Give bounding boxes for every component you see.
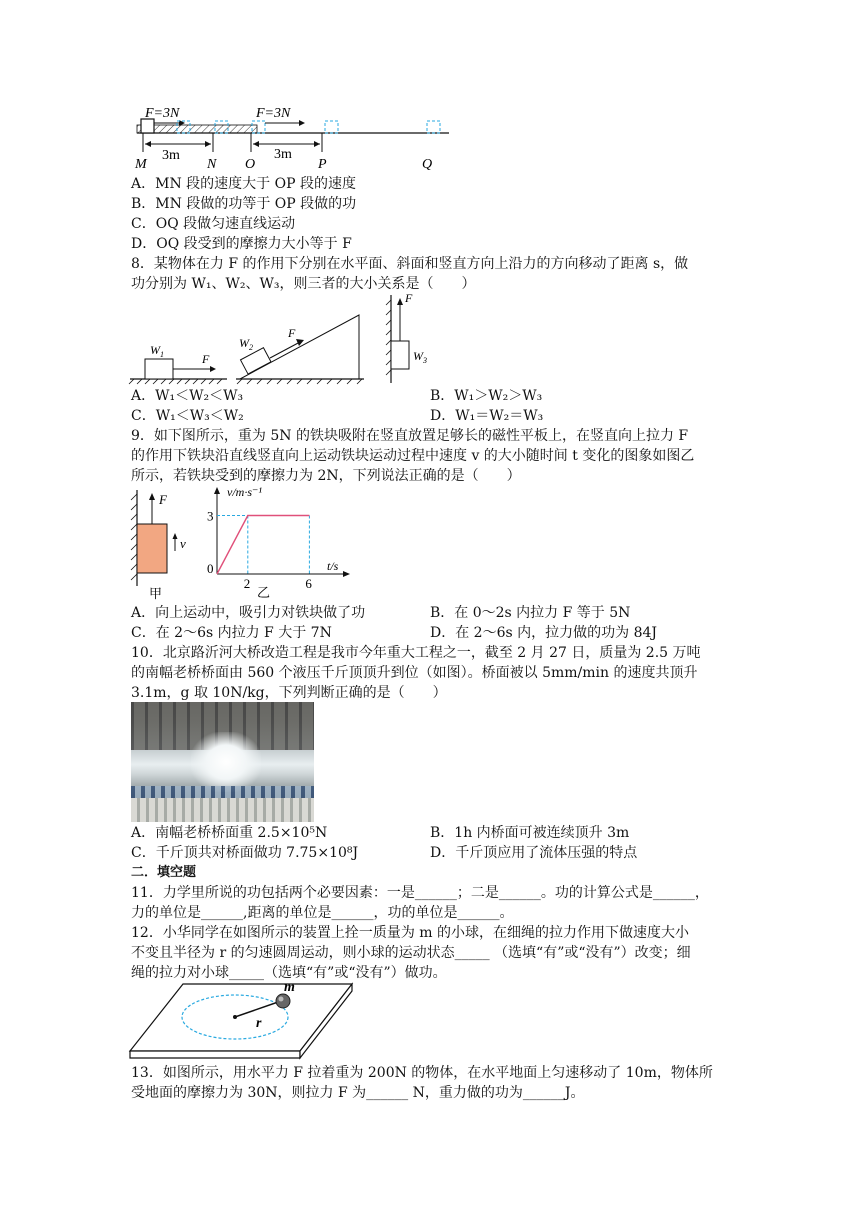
point-p: P (318, 157, 327, 172)
q8-option-d: D．W₁＝W₂＝W₃ (430, 408, 544, 424)
q12-stem-line2: 不变且半径为 r 的匀速圆周运动，则小球的运动状态_____ （选填“有”或“没有”）改变；细 (131, 945, 691, 961)
svg-text:W3: $W_3$ (413, 349, 427, 365)
q7-option-d: D．OQ 段受到的摩擦力大小等于 F (131, 236, 352, 252)
y-tick-label-3: 3 (207, 508, 214, 524)
q11-stem-line1: 11．力学里所说的功包括两个必要因素：一是______；二是______。功的计算公式是______， (131, 885, 709, 901)
q7-figure (131, 104, 461, 172)
svg-text:F: F (159, 492, 167, 507)
q7-option-a: A．MN 段的速度大于 OP 段的速度 (131, 176, 356, 192)
svg-text:v: v (180, 536, 186, 551)
q13-stem-line1: 13．如图所示，用水平力 F 拉着重为 200N 的物体，在水平地面上匀速移动了 10m，物体所 (131, 1065, 713, 1081)
q9-option-b: B．在 0～2s 内拉力 F 等于 5N (430, 605, 631, 621)
q12-stem-line1: 12．小华同学在如图所示的装置上拴一质量为 m 的小球，在细绳的拉力作用下做速度大小 (131, 925, 689, 941)
caption-jia: 甲 (149, 586, 163, 601)
q8-option-a: A．W₁＜W₂＜W₃ (131, 388, 244, 404)
q8-stem-line2: 功分别为 W₁、W₂、W₃，则三者的大小关系是（ ） (131, 276, 476, 292)
q9-option-c: C．在 2～6s 内拉力 F 大于 7N (131, 625, 332, 641)
q8-figure (128, 290, 448, 385)
q9-stem-line2: 的作用下铁块沿直线竖直向上运动铁块运动过程中速度 v 的大小随时间 t 变化的图象如图乙 (131, 448, 695, 464)
chart-ylabel: v/m·s⁻¹ (227, 485, 262, 499)
q10-option-d: D．千斤顶应用了流体压强的特点 (430, 845, 638, 861)
section-heading-fill-in: 二．填空题 (131, 865, 197, 880)
q9-option-d: D．在 2～6s 内，拉力做的功为 84J (430, 625, 658, 641)
q10-option-b: B．1h 内桥面可被连续顶升 3m (430, 825, 630, 841)
q9-stem-line1: 9．如下图所示，重为 5N 的铁块吸附在竖直放置足够长的磁性平板上，在竖直向上拉力 F (131, 428, 689, 444)
q11-stem-line2: 力的单位是______,距离的单位是______，功的单位是______。 (131, 905, 514, 921)
dist-mn: 3m (162, 148, 180, 163)
q8-stem-line1: 8．某物体在力 F 的作用下分别在水平面、斜面和竖直方向上沿力的方向移动了距离 s，做 (131, 256, 689, 272)
q10-option-c: C．千斤顶共对桥面做功 7.75×10⁸J (131, 845, 359, 861)
chart-xlabel: t/s (327, 559, 339, 573)
block-w1 (145, 359, 173, 379)
ball (276, 994, 290, 1008)
q8-option-c: C．W₁＜W₃＜W₂ (131, 408, 244, 424)
bridge-photo (131, 702, 314, 822)
point-o: O (245, 157, 256, 172)
q10-option-a: A．南幅老桥桥面重 2.5×10⁵N (131, 825, 328, 841)
f-label-left: F=3N (145, 106, 180, 121)
q7-option-c: C．OQ 段做匀速直线运动 (131, 216, 296, 232)
point-n: N (207, 157, 217, 172)
q10-stem-line2: 的南幅老桥桥面由 560 个液压千斤顶顶升到位（如图）。桥面被以 5mm/min 的速度共顶升 (131, 665, 698, 681)
svg-text:F: F (202, 352, 210, 366)
q12-stem-line3: 绳的拉力对小球_____（选填“有”或“没有”）做功。 (131, 965, 447, 981)
svg-text:r: r (256, 1016, 262, 1031)
block-m (141, 119, 154, 133)
point-m: M (135, 157, 147, 172)
q9-stem-line3: 所示，若铁块受到的摩擦力为 2N，下列说法正确的是（ ） (131, 468, 521, 484)
chart-caption: 乙 (257, 585, 271, 600)
q10-stem-line1: 10．北京路沂河大桥改造工程是我市今年重大工程之一，截至 2 月 27 日，质量为 2.5 万吨 (131, 645, 701, 661)
x-tick-label-6: 6 (305, 576, 312, 591)
f-label-right: F=3N (256, 106, 291, 121)
block-w2 (240, 348, 270, 374)
q9-figure-jia (125, 488, 195, 604)
iron-block (137, 524, 167, 573)
q9-vt-chart (205, 482, 355, 602)
q13-stem-line2: 受地面的摩擦力为 30N，则拉力 F 为______ N，重力做的功为______J。 (131, 1085, 585, 1101)
q12-figure (128, 982, 358, 1064)
point-q: Q (422, 157, 433, 172)
x-tick-label-0: 0 (207, 561, 214, 576)
q7-option-b: B．MN 段做的功等于 OP 段做的功 (131, 196, 357, 212)
dist-op: 3m (274, 147, 292, 162)
block-w3 (391, 341, 409, 369)
svg-text:W1: $W_1$ (150, 343, 164, 359)
series-line (217, 516, 309, 575)
q10-stem-line3: 3.1m，g 取 10N/kg，下列判断正确的是（ ） (131, 685, 447, 701)
svg-text:W2: $W_2$ (239, 336, 253, 352)
q9-option-a: A．向上运动中，吸引力对铁块做了功 (131, 605, 366, 621)
q8-option-b: B．W₁＞W₂＞W₃ (430, 388, 543, 404)
svg-text:F: F (288, 326, 296, 340)
svg-text:m: m (284, 980, 295, 995)
svg-text:F: F (405, 291, 413, 305)
rough-surface (137, 125, 257, 133)
x-tick-label-2: 2 (243, 576, 251, 591)
